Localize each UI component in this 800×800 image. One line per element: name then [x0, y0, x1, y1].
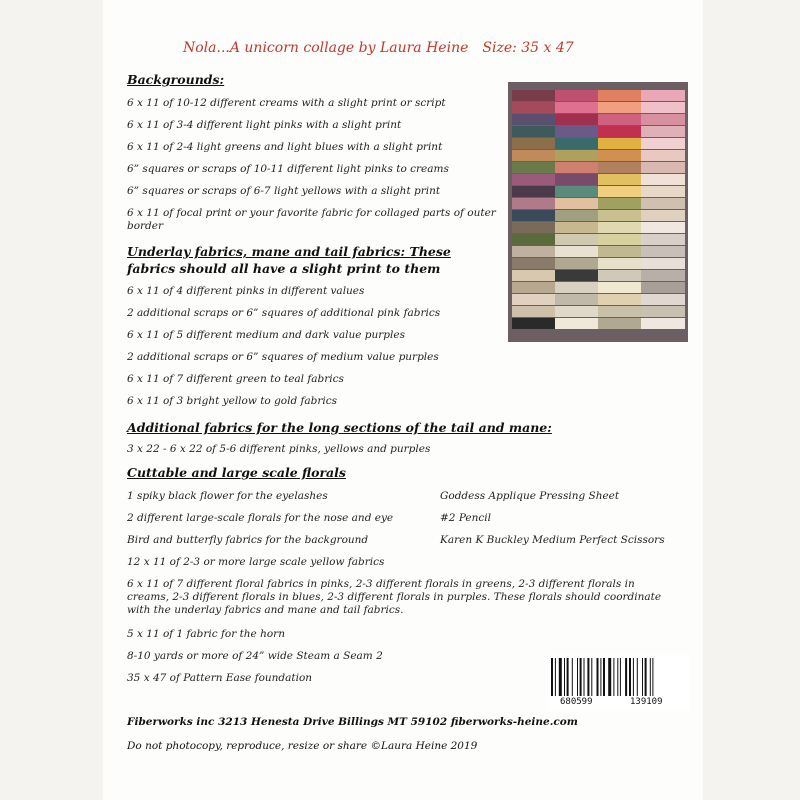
list-item: 6 x 11 of 3-4 different light pinks with a slight print	[127, 119, 402, 131]
barcode-bar	[633, 658, 634, 696]
barcode-bar	[567, 658, 569, 696]
fabric-strip	[598, 270, 642, 281]
fabric-strip	[598, 90, 642, 101]
fabric-strip	[512, 210, 556, 221]
fabric-strip	[555, 150, 599, 161]
fabric-strip	[641, 294, 685, 305]
fabric-strip	[598, 150, 642, 161]
supply-item: Goddess Applique Pressing Sheet	[440, 490, 620, 502]
barcode-bar	[642, 658, 643, 696]
list-item: 5 x 11 of 1 fabric for the horn	[127, 628, 285, 640]
list-item: 2 different large-scale florals for the nose and eye	[127, 512, 394, 524]
fabric-strip	[598, 210, 642, 221]
fabric-strip	[555, 306, 599, 317]
fabric-strip	[641, 258, 685, 269]
list-item: 6 x 11 of 10-12 different creams with a slight print or script	[127, 97, 446, 109]
fabric-strip	[598, 246, 642, 257]
fabric-strip	[598, 138, 642, 149]
fabric-strip	[512, 222, 556, 233]
barcode-bar	[637, 658, 638, 696]
fabric-stack-photo	[508, 82, 688, 342]
fabric-strip	[641, 186, 685, 197]
fabric-strip	[641, 126, 685, 137]
fabric-strip	[555, 138, 599, 149]
fabric-strip	[598, 222, 642, 233]
barcode-bar	[577, 658, 578, 696]
fabric-strip	[512, 270, 556, 281]
fabric-strip	[555, 246, 599, 257]
fabric-strip	[598, 162, 642, 173]
list-item: 6 x 11 of 3 bright yellow to gold fabrics	[127, 395, 338, 407]
barcode-bar	[559, 658, 562, 696]
fabric-strip	[512, 282, 556, 293]
florals-heading: Cuttable and large scale florals	[127, 465, 346, 480]
barcode-bar	[625, 658, 627, 696]
list-item: 6 x 11 of 5 different medium and dark value purples	[127, 329, 405, 341]
fabric-strip	[641, 282, 685, 293]
fabric-strip	[512, 258, 556, 269]
fabric-strip	[641, 114, 685, 125]
fabric-strip	[555, 270, 599, 281]
list-item: 6” squares or scraps of 6-7 light yellows with a slight print	[127, 185, 441, 197]
fabric-strip	[512, 114, 556, 125]
barcode-bar	[555, 658, 556, 696]
fabric-strip	[598, 126, 642, 137]
barcode-bars	[551, 658, 687, 696]
fabric-strip	[641, 162, 685, 173]
fabric-strip	[641, 222, 685, 233]
fabric-strip	[512, 126, 556, 137]
backgrounds-heading: Backgrounds:	[127, 72, 225, 87]
fabric-strip	[555, 294, 599, 305]
barcode	[548, 655, 690, 711]
list-item: Bird and butterfly fabrics for the background	[127, 534, 369, 546]
fabric-strip	[598, 102, 642, 113]
fabric-strip	[512, 246, 556, 257]
fabric-strip	[598, 198, 642, 209]
additional-heading: Additional fabrics for the long sections of the tail and mane:	[127, 420, 552, 435]
fabric-strip	[641, 210, 685, 221]
fabric-strip	[641, 90, 685, 101]
supply-item: #2 Pencil	[440, 512, 491, 524]
fabric-strip	[598, 114, 642, 125]
fabric-strip	[512, 186, 556, 197]
fabric-strip	[641, 306, 685, 317]
barcode-bar	[629, 658, 631, 696]
fabric-strip	[555, 234, 599, 245]
fabric-strip	[598, 294, 642, 305]
barcode-bar	[620, 658, 621, 696]
fabric-strip	[555, 102, 599, 113]
list-item: 35 x 47 of Pattern Ease foundation	[127, 672, 313, 684]
barcode-bar	[572, 658, 573, 696]
fabric-strip	[641, 102, 685, 113]
barcode-bar	[591, 658, 592, 696]
fabric-strip	[555, 174, 599, 185]
fabric-strip	[598, 282, 642, 293]
list-item: 8-10 yards or more of 24” wide Steam a Seam 2	[127, 650, 383, 662]
list-item: 2 additional scraps or 6” squares of medium value purples	[127, 351, 439, 363]
fabric-strip	[641, 198, 685, 209]
barcode-bar	[551, 658, 553, 696]
fabric-strip	[512, 306, 556, 317]
fabric-strip	[598, 174, 642, 185]
fabric-strip	[512, 198, 556, 209]
list-item: 3 x 22 - 6 x 22 of 5-6 different pinks, yellows and purples	[127, 443, 431, 455]
fabric-strip	[555, 186, 599, 197]
list-item: 6 x 11 of focal print or your favorite fabric for collaged parts of outer border	[127, 207, 496, 232]
fabric-strip	[512, 90, 556, 101]
barcode-bar	[645, 658, 647, 696]
fabric-strip	[641, 270, 685, 281]
barcode-bar	[584, 658, 585, 696]
copyright-notice: Do not photocopy, reproduce, resize or share ©Laura Heine 2019	[127, 740, 478, 752]
fabric-strip	[555, 258, 599, 269]
fabric-strip	[555, 282, 599, 293]
fabric-strip	[598, 306, 642, 317]
list-item: 6 x 11 of 2-4 light greens and light blues with a slight print	[127, 141, 443, 153]
barcode-bar	[597, 658, 599, 696]
supply-item: Karen K Buckley Medium Perfect Scissors	[440, 534, 665, 546]
fabric-strip	[598, 258, 642, 269]
barcode-bar	[608, 658, 611, 696]
title-text: Nola...A unicorn collage by Laura Heine	[183, 40, 469, 56]
list-item: 6 x 11 of 7 different green to teal fabrics	[127, 373, 344, 385]
list-item: 12 x 11 of 2-3 or more large scale yellow fabrics	[127, 556, 385, 568]
barcode-bar	[587, 658, 589, 696]
barcode-bar	[617, 658, 618, 696]
fabric-strip	[641, 318, 685, 329]
fabric-strip	[512, 138, 556, 149]
fabric-strip	[598, 318, 642, 329]
fabric-strip	[598, 234, 642, 245]
barcode-bar	[613, 658, 614, 696]
fabric-strip	[512, 234, 556, 245]
underlay-heading-line1: Underlay fabrics, mane and tail fabrics: These	[127, 244, 451, 259]
fabric-strip	[555, 162, 599, 173]
page-title	[183, 40, 574, 56]
barcode-bar	[603, 658, 605, 696]
fabric-strip	[512, 162, 556, 173]
fabric-strip	[555, 198, 599, 209]
underlay-heading-line2: fabrics should all have a slight print to them	[127, 261, 441, 276]
fabric-strip	[512, 174, 556, 185]
size-label: Size: 35 x 47	[482, 40, 574, 56]
barcode-bar	[564, 658, 565, 696]
fabric-strip	[512, 318, 556, 329]
list-item: 2 additional scraps or 6” squares of additional pink fabrics	[127, 307, 441, 319]
list-item: 6” squares or scraps of 10-11 different light pinks to creams	[127, 163, 449, 175]
barcode-right-digits: 139109	[630, 697, 663, 707]
fabric-strip	[555, 126, 599, 137]
fabric-strip	[641, 234, 685, 245]
fabric-strip	[641, 246, 685, 257]
barcode-bar	[650, 658, 651, 696]
fabric-strip	[598, 186, 642, 197]
barcode-bar	[580, 658, 582, 696]
fabric-strip	[641, 174, 685, 185]
fabric-strip	[555, 210, 599, 221]
publisher-address: Fiberworks inc 3213 Henesta Drive Billings MT 59102 fiberworks-heine.com	[127, 716, 578, 728]
barcode-left-digits: 680599	[560, 697, 593, 707]
fabric-strip	[512, 294, 556, 305]
fabric-strip	[555, 114, 599, 125]
fabric-strip	[641, 138, 685, 149]
list-item: 6 x 11 of 4 different pinks in different values	[127, 285, 365, 297]
fabric-strip	[555, 318, 599, 329]
fabric-strip	[512, 102, 556, 113]
fabric-strip	[641, 150, 685, 161]
barcode-bar	[600, 658, 601, 696]
fabric-strip	[555, 90, 599, 101]
barcode-bar	[652, 658, 653, 696]
list-item: 6 x 11 of 7 different floral fabrics in pinks, 2-3 different florals in greens, 2-3 different florals in creams, 2-3 different florals in blues, 2-3 different florals in purples. These florals should coordinate with the underlay fabrics and mane and tail fabrics.	[127, 578, 662, 616]
list-item: 1 spiky black flower for the eyelashes	[127, 490, 328, 502]
fabric-strip	[555, 222, 599, 233]
fabric-strip	[512, 150, 556, 161]
